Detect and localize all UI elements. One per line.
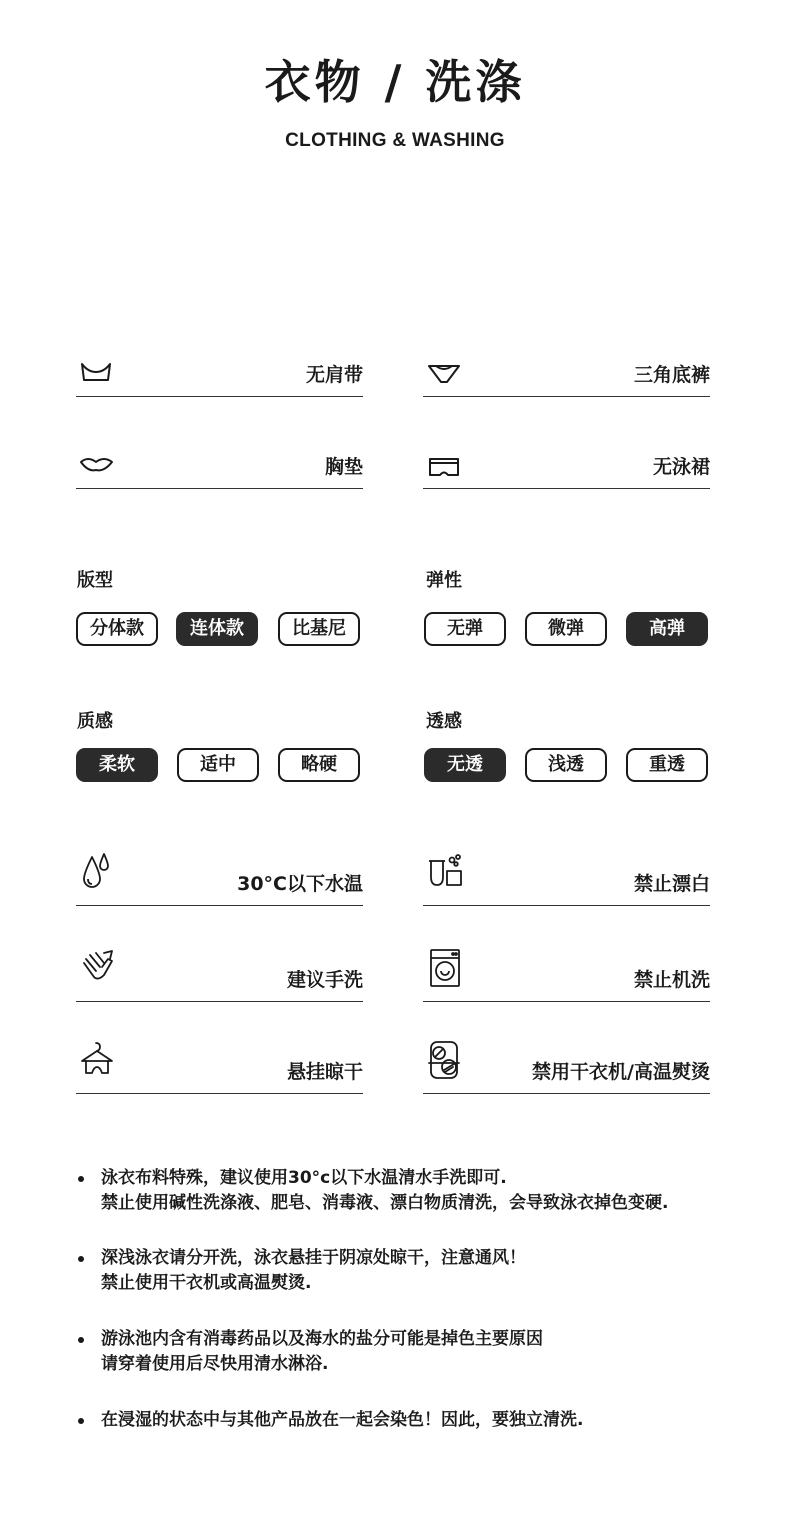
care-label: 30°C以下水温 xyxy=(237,873,363,895)
washing-machine-icon xyxy=(425,947,465,991)
bra-pad-icon xyxy=(78,448,114,484)
feature-item-pad xyxy=(76,444,363,489)
texture-option-soft[interactable]: 柔软 xyxy=(76,748,158,782)
texture-option-firm[interactable]: 略硬 xyxy=(278,748,360,782)
elasticity-title: 弹性 xyxy=(426,570,462,591)
note-item xyxy=(78,1166,768,1216)
feature-label: 胸垫 xyxy=(324,456,363,478)
feature-item-no-skirt xyxy=(423,444,710,489)
care-item-hang-dry xyxy=(76,1037,363,1094)
care-item-hand-wash xyxy=(76,945,363,1002)
feature-item-strapless xyxy=(76,352,363,397)
note-line: 在浸湿的状态中与其他产品放在一起会染色！因此，要独立清洗. xyxy=(101,1410,584,1430)
transparency-option-light[interactable]: 浅透 xyxy=(525,748,607,782)
bullet-icon xyxy=(78,1337,84,1343)
care-label: 悬挂晾干 xyxy=(286,1061,363,1083)
fit-option-split[interactable]: 分体款 xyxy=(76,612,158,646)
strapless-top-icon xyxy=(78,356,114,392)
note-line: 禁止使用碱性洗涤液、肥皂、消毒液、漂白物质清洗，会导致泳衣掉色变硬. xyxy=(101,1193,669,1213)
care-item-water-temp xyxy=(76,849,363,906)
no-bleach-icon xyxy=(425,851,465,895)
care-label: 建议手洗 xyxy=(286,969,363,991)
water-temperature-icon xyxy=(78,851,118,895)
note-item xyxy=(78,1408,768,1433)
bullet-icon xyxy=(78,1176,84,1182)
feature-label: 无肩带 xyxy=(305,364,363,386)
feature-label: 三角底裤 xyxy=(633,364,710,386)
hand-wash-icon xyxy=(78,947,118,991)
page-subtitle: CLOTHING & WASHING xyxy=(285,130,505,151)
transparency-option-none[interactable]: 无透 xyxy=(424,748,506,782)
transparency-title: 透感 xyxy=(426,711,462,732)
note-line: 泳衣布料特殊，建议使用30°c以下水温清水手洗即可. xyxy=(101,1168,507,1188)
texture-option-medium[interactable]: 适中 xyxy=(177,748,259,782)
note-line: 请穿着使用后尽快用清水淋浴. xyxy=(101,1354,329,1374)
feature-label: 无泳裙 xyxy=(652,456,710,478)
transparency-option-heavy[interactable]: 重透 xyxy=(626,748,708,782)
note-line: 深浅泳衣请分开洗，泳衣悬挂于阴凉处晾干，注意通风！ xyxy=(101,1248,526,1268)
elasticity-option-slight[interactable]: 微弹 xyxy=(525,612,607,646)
page-title: 衣物 / 洗涤 xyxy=(264,55,526,109)
elasticity-option-high[interactable]: 高弹 xyxy=(626,612,708,646)
texture-title: 质感 xyxy=(77,711,113,732)
feature-item-briefs xyxy=(423,352,710,397)
bullet-icon xyxy=(78,1418,84,1424)
note-item xyxy=(78,1246,768,1296)
note-line: 禁止使用干衣机或高温熨烫. xyxy=(101,1273,312,1293)
no-dryer-iron-icon xyxy=(425,1039,465,1083)
briefs-icon xyxy=(425,356,461,392)
fit-option-bikini[interactable]: 比基尼 xyxy=(278,612,360,646)
care-label: 禁用干衣机/高温熨烫 xyxy=(532,1061,710,1083)
care-item-no-bleach xyxy=(423,849,710,906)
fit-title: 版型 xyxy=(77,570,113,591)
care-label: 禁止漂白 xyxy=(633,873,710,895)
care-item-no-dryer-iron xyxy=(423,1037,710,1094)
care-item-no-machine xyxy=(423,945,710,1002)
note-line: 游泳池内含有消毒药品以及海水的盐分可能是掉色主要原因 xyxy=(101,1329,543,1349)
care-label: 禁止机洗 xyxy=(633,969,710,991)
no-skirt-icon xyxy=(425,448,461,484)
note-item xyxy=(78,1327,768,1377)
bullet-icon xyxy=(78,1256,84,1262)
elasticity-option-none[interactable]: 无弹 xyxy=(424,612,506,646)
fit-option-one-piece[interactable]: 连体款 xyxy=(176,612,258,646)
hang-dry-icon xyxy=(78,1039,118,1083)
